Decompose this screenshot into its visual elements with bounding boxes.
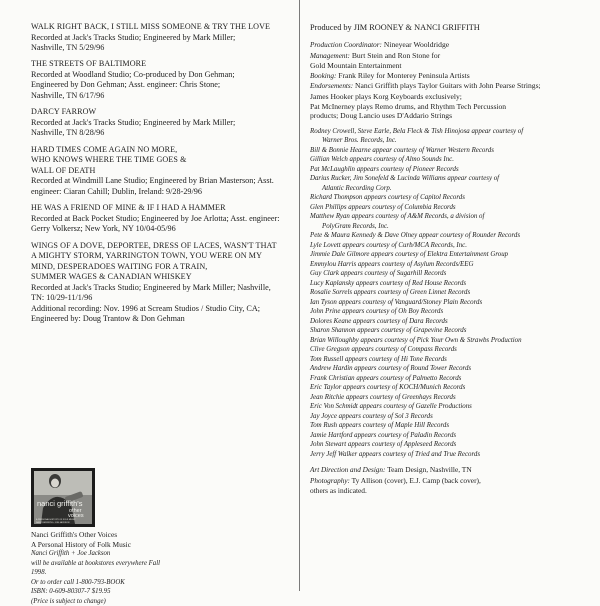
staff-line [310,102,592,112]
song-title: HE WAS A FRIEND OF MINE & IF I HAD A HAMMER [31,203,289,214]
staff-line [310,40,592,51]
courtesy-list [310,127,592,460]
courtesy-line: Atlantic Recording Corp. [310,184,592,194]
staff-text: Nanci Griffith plays Taylor Guitars with John Pearse Strings; [355,81,541,90]
staff-text: Frank Riley for Monterey Peninsula Artists [338,71,469,80]
song-title: DARCY FARROW [31,107,289,118]
book-info [31,530,171,606]
courtesy-line: John Stewart appears courtesy of Appleseed Records [310,440,592,450]
production-credits [310,22,592,496]
song-title: MIND, DESPERADOES WAITING FOR A TRAIN, [31,262,289,273]
courtesy-line: John Prine appears courtesy of Oh Boy Records [310,307,592,317]
staff-label: Management: [310,52,350,60]
art-direction [310,465,592,496]
recording-credits [31,22,289,331]
song-detail: Recorded at Windmill Lane Studio; Engineered by Brian Masterson; Asst. [31,176,289,186]
staff-line [310,81,592,92]
photography-value: Ty Allison (cover), E.J. Camp (back cover), [352,476,481,485]
song-title: THE STREETS OF BALTIMORE [31,59,289,70]
staff-list [310,40,592,121]
courtesy-line: Andrew Hardin appears courtesy of Round Tower Records [310,364,592,374]
center-divider [299,0,300,591]
staff-text: products; Doug Lancio uses D'Addario Strings [310,111,452,120]
staff-line [310,51,592,62]
staff-label: Production Coordinator: [310,41,382,49]
courtesy-line: Jean Ritchie appears courtesy of Greenhays Records [310,393,592,403]
staff-line [310,61,592,71]
song-detail: Recorded at Back Pocket Studio; Engineered by Joe Arlotta; Asst. engineer: [31,214,289,224]
courtesy-line: Richard Thompson appears courtesy of Capitol Records [310,193,592,203]
song-detail: TN: 10/29-11/1/96 [31,293,289,303]
book-availability: will be available at bookstores everywhere Fall 1998. [31,559,171,578]
book-price-note: (Price is subject to change) [31,597,171,606]
song-detail: Recorded at Jack's Tracks Studio; Engineered by Mark Miller; [31,33,289,43]
song-detail: Nashville, TN 8/28/96 [31,128,289,138]
art-direction-label: Art Direction and Design: [310,466,385,474]
courtesy-line: Guy Clark appears courtesy of Sugarhill Records [310,269,592,279]
courtesy-line: Dolores Keane appears courtesy of Dara Records [310,317,592,327]
song-detail: Engineered by: Doug Trantow & Don Gehman [31,314,289,324]
staff-text: Burt Stein and Ron Stone for [352,51,440,60]
courtesy-line: Rodney Crowell, Steve Earle, Bela Fleck & Tish Hinojosa appear courtesy of [310,127,592,137]
staff-text: James Hooker plays Korg Keyboards exclusively; [310,92,462,101]
courtesy-line: Emmylou Harris appears courtesy of Asylum Records/EEG [310,260,592,270]
courtesy-line: Warner Bros. Records, Inc. [310,136,592,146]
staff-line [310,111,592,121]
courtesy-line: Bill & Bonnie Hearne appear courtesy of Warner Western Records [310,146,592,156]
photography-label: Photography: [310,477,350,485]
song-detail: Recorded at Jack's Tracks Studio; Engineered by Mark Miller; [31,118,289,128]
courtesy-line: Rosalie Sorrels appears courtesy of Green Linnet Records [310,288,592,298]
courtesy-line: Pete & Maura Kennedy & Dave Olney appear courtesy of Rounder Records [310,231,592,241]
courtesy-line: Jay Joyce appears courtesy of Sol 3 Records [310,412,592,422]
song-title: WALK RIGHT BACK, I STILL MISS SOMEONE & TRY THE LOVE [31,22,289,33]
courtesy-line: Darius Rucker, Jim Sonefeld & Lucinda Williams appear courtesy of [310,174,592,184]
staff-line [310,92,592,102]
staff-line [310,71,592,82]
courtesy-line: Sharon Shannon appears courtesy of Grapevine Records [310,326,592,336]
cover-title-3: voices [68,513,84,519]
courtesy-line: Lyle Lovett appears courtesy of Curb/MCA Records, Inc. [310,241,592,251]
book-authors: Nanci Griffith + Joe Jackson [31,549,171,559]
book-cover-image [31,468,95,527]
cover-authors: NANCI GRIFFITH + JOE JACKSON [36,521,70,524]
book-subtitle: A Personal History of Folk Music [31,540,171,550]
cover-title-1: nanci griffith's [37,499,83,508]
book-cover-photo [31,468,95,527]
courtesy-line: Pat McLaughlin appears courtesy of Pioneer Records [310,165,592,175]
song-detail: Additional recording: Nov. 1996 at Scream Studios / Studio City, CA; [31,304,289,314]
book-availability: Or to order call 1-800-793-BOOK [31,578,171,588]
song-detail: Nashville, TN 6/17/96 [31,91,289,101]
song-detail: Nashville, TN 5/29/96 [31,43,289,53]
courtesy-line: Jerry Jeff Walker appears courtesy of Tried and True Records [310,450,592,460]
staff-label: Endorsements: [310,82,353,90]
courtesy-line: Eric Taylor appears courtesy of KOCH/Munich Records [310,383,592,393]
song-detail: Recorded at Woodland Studio; Co-produced by Don Gehman; [31,70,289,80]
cover-title-2: other [69,508,82,514]
produced-by: Produced by JIM ROONEY & NANCI GRIFFITH [310,22,592,33]
song-block [31,22,289,53]
courtesy-line: Tom Rush appears courtesy of Maple Hill Records [310,421,592,431]
photography-value-cont: others as indicated. [310,486,592,496]
song-block [31,145,289,198]
song-block [31,59,289,101]
courtesy-line: Frank Christian appears courtesy of Palmetto Records [310,374,592,384]
song-title: SUMMER WAGES & CANADIAN WHISKEY [31,272,289,283]
song-title: WINGS OF A DOVE, DEPORTEE, DRESS OF LACES, WASN'T THAT [31,241,289,252]
courtesy-line: Jimmie Dale Gilmore appears courtesy of Elektra Entertainment Group [310,250,592,260]
song-block [31,203,289,234]
courtesy-line: Tom Russell appears courtesy of Hi Tone Records [310,355,592,365]
cover-subtitle: A PERSONAL HISTORY OF FOLK MUSIC [36,518,76,521]
song-title: HARD TIMES COME AGAIN NO MORE, [31,145,289,156]
courtesy-line: PolyGram Records, Inc. [310,222,592,232]
courtesy-line: Clive Gregson appears courtesy of Compass Records [310,345,592,355]
art-direction-value: Team Design, Nashville, TN [387,465,472,474]
courtesy-line: Glen Phillips appears courtesy of Columbia Records [310,203,592,213]
staff-label: Booking: [310,72,336,80]
staff-text: Nineyear Wooldridge [384,40,449,49]
song-title: A MIGHTY STORM, YARRINGTON TOWN, YOU WERE ON MY [31,251,289,262]
book-isbn: ISBN: 0-609-80307-7 $19.95 [31,587,171,597]
courtesy-line: Jamie Hartford appears courtesy of Paladin Records [310,431,592,441]
song-detail: Gerry Volkersz; New York, NY 10/04-05/96 [31,224,289,234]
staff-text: Pat McInerney plays Remo drums, and Rhythm Tech Percussion [310,102,506,111]
song-title: WHO KNOWS WHERE THE TIME GOES & [31,155,289,166]
courtesy-line: Ian Tyson appears courtesy of Vanguard/Stoney Plain Records [310,298,592,308]
courtesy-line: Eric Von Schmidt appears courtesy of Gazelle Productions [310,402,592,412]
staff-text: Gold Mountain Entertainment [310,61,402,70]
song-block [31,107,289,138]
book-title: Nanci Griffith's Other Voices [31,530,171,540]
courtesy-line: Matthew Ryan appears courtesy of A&M Records, a division of [310,212,592,222]
courtesy-line: Lucy Kaplansky appears courtesy of Red House Records [310,279,592,289]
song-block [31,241,289,325]
song-title: WALL OF DEATH [31,166,289,177]
courtesy-line: Gillian Welch appears courtesy of Almo Sounds Inc. [310,155,592,165]
song-detail: Recorded at Jack's Tracks Studio; Engineered by Mark Miller; Nashville, [31,283,289,293]
song-detail: Engineered by Don Gehman; Asst. engineer: Chris Stone; [31,80,289,90]
song-detail: engineer: Ciaran Cahill; Dublin, Ireland: 9/28-29/96 [31,187,289,197]
courtesy-line: Brian Willoughby appears courtesy of Pick Your Own & Strawbs Production [310,336,592,346]
